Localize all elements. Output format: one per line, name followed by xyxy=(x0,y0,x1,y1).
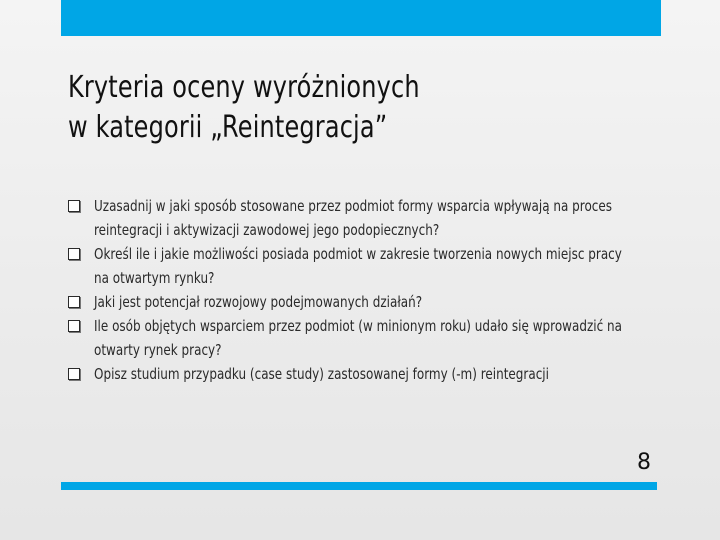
title-line-2: w kategorii „Reintegracja” xyxy=(68,110,388,145)
checkbox-square-icon xyxy=(68,368,80,380)
checkbox-square-icon xyxy=(68,248,80,260)
top-accent-bar xyxy=(61,0,661,36)
bullet-list xyxy=(68,194,648,386)
page-number: 8 xyxy=(637,450,651,475)
checkbox-square-icon xyxy=(68,320,80,332)
bullet-item xyxy=(68,362,648,386)
checkbox-square-icon xyxy=(68,200,80,212)
bullet-text: Ile osób objętych wsparciem przez podmiot (w minionym roku) udało się wprowadzić na otwarty rynek pracy? xyxy=(94,317,622,359)
checkbox-square-icon xyxy=(68,296,80,308)
bullet-text: Uzasadnij w jaki sposób stosowane przez podmiot formy wsparcia wpływają na proces reintegracji i aktywizacji zawodowej jego podopiecznych? xyxy=(94,197,613,239)
bullet-text: Określ ile i jakie możliwości posiada podmiot w zakresie tworzenia nowych miejsc pracy na otwartym rynku? xyxy=(94,245,622,287)
bullet-text: Jaki jest potencjał rozwojowy podejmowanych działań? xyxy=(94,293,423,311)
bottom-accent-bar xyxy=(61,482,657,490)
title-line-1: Kryteria oceny wyróżnionych xyxy=(68,70,420,105)
bullet-item xyxy=(68,314,648,362)
bullet-text: Opisz studium przypadku (case study) zastosowanej formy (-m) reintegracji xyxy=(94,365,549,383)
slide-title xyxy=(68,68,548,148)
bullet-item xyxy=(68,242,648,290)
bullet-item xyxy=(68,194,648,242)
bullet-item xyxy=(68,290,648,314)
